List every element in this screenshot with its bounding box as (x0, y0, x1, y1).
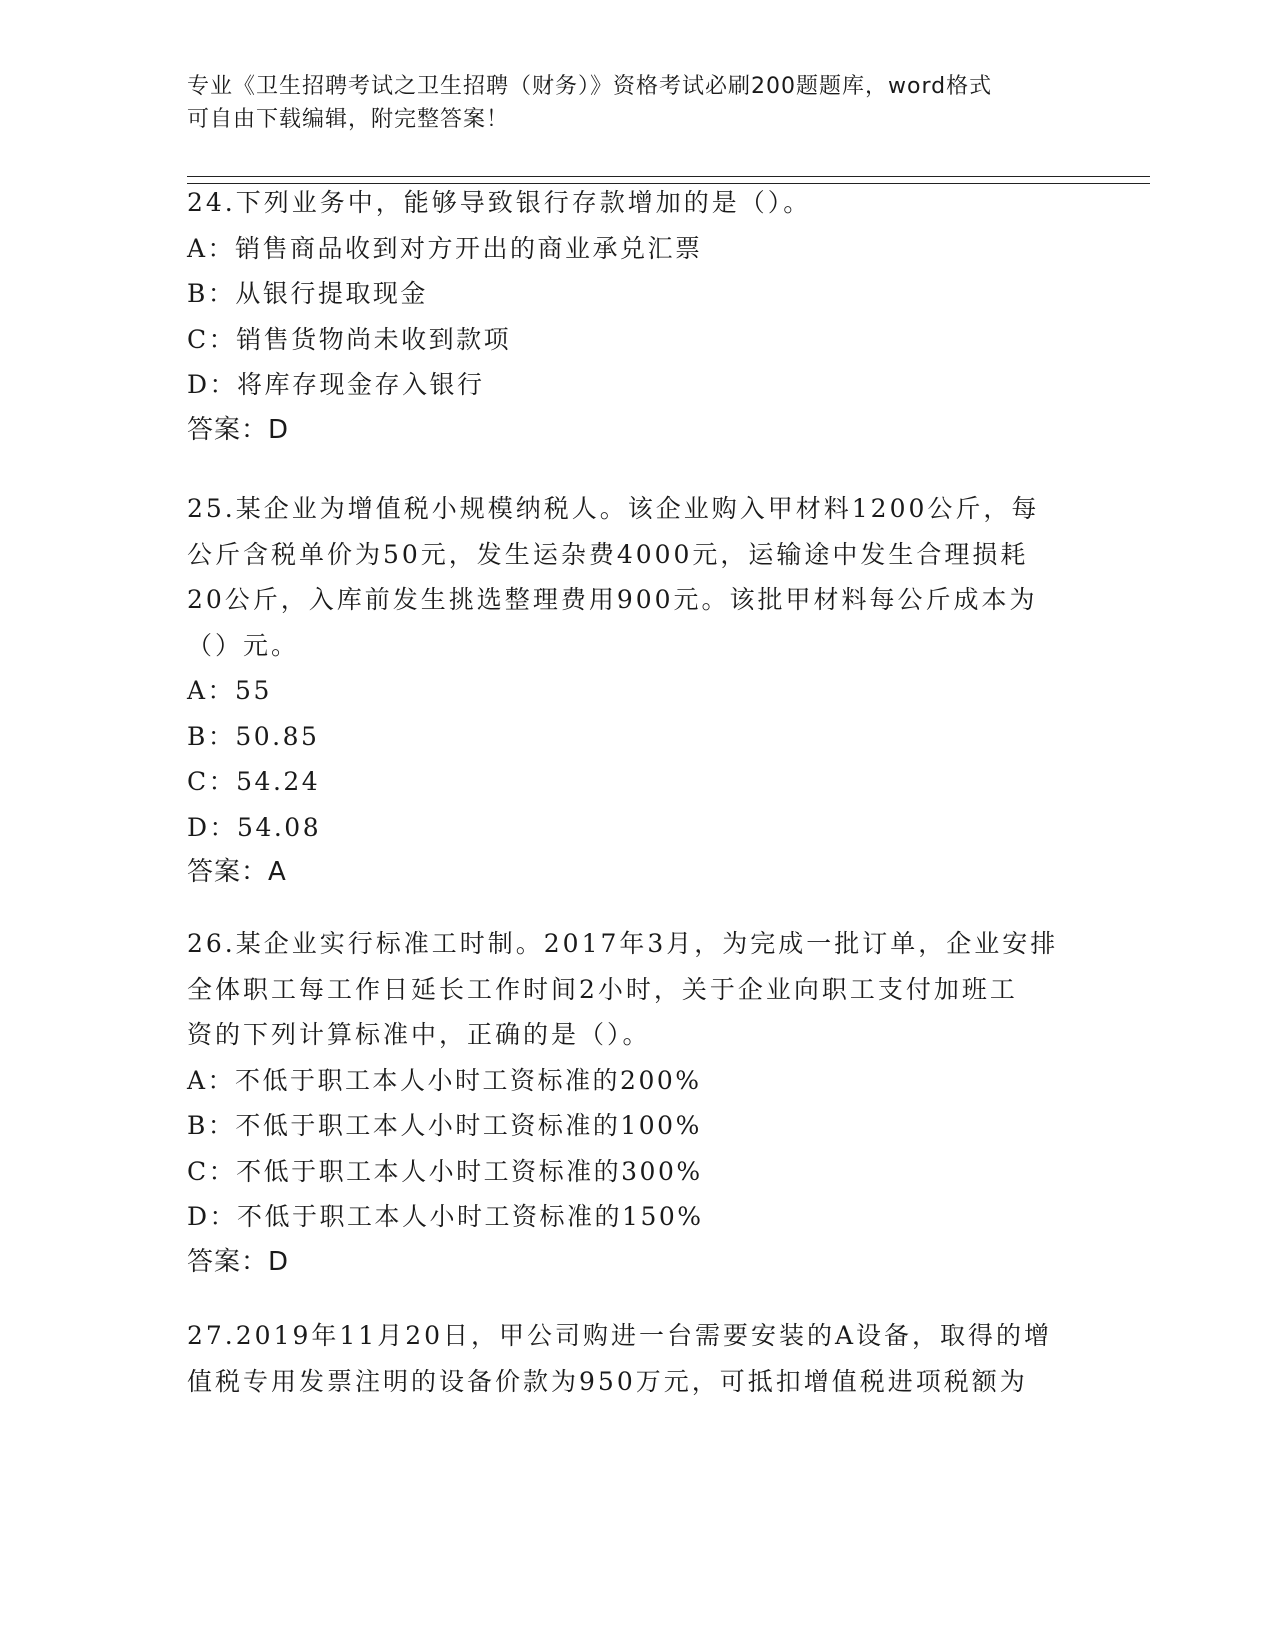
stem-line: 24.下列业务中，能够导致银行存款增加的是（）。 (187, 188, 812, 217)
stem-line: 全体职工每工作日延长工作时间2小时，关于企业向职工支付加班工 (187, 974, 1018, 1004)
question-24 (187, 180, 1087, 453)
stem-line: 27.2019年11月20日，甲公司购进一台需要安装的A设备，取得的增 (187, 1321, 1053, 1350)
question-27 (187, 1313, 1087, 1404)
stem-line: 值税专用发票注明的设备价款为950万元，可抵扣增值税进项税额为 (187, 1366, 1028, 1396)
option-a: A：不低于职工本人小时工资标准的200% (187, 1065, 702, 1095)
option-d: D：将库存现金存入银行 (187, 370, 485, 399)
stem-line: 公斤含税单价为50元，发生运杂费4000元，运输途中发生合理损耗 (187, 539, 1029, 569)
header-divider (187, 176, 1150, 177)
answer-label: 答案：D (187, 414, 290, 445)
option-b: B：不低于职工本人小时工资标准的100% (187, 1111, 702, 1140)
option-a: A：销售商品收到对方开出的商业承兑汇票 (187, 233, 703, 263)
question-stem (187, 180, 1087, 226)
question-stem (187, 486, 1087, 668)
question-stem (187, 1313, 1087, 1404)
header-line: 专业《卫生招聘考试之卫生招聘（财务）》资格考试必刷200题题库，word格式 (187, 74, 993, 99)
stem-line: 25.某企业为增值税小规模纳税人。该企业购入甲材料1200公斤，每 (187, 494, 1040, 523)
stem-line: （）元。 (187, 630, 300, 660)
option-d: D：54.08 (187, 812, 322, 842)
option-d: D：不低于职工本人小时工资标准的150% (187, 1202, 704, 1231)
header-line: 可自由下载编辑，附完整答案！ (187, 107, 510, 132)
stem-line: 资的下列计算标准中，正确的是（）。 (187, 1020, 651, 1049)
option-c: C：销售货物尚未收到款项 (187, 324, 512, 354)
question-25 (187, 486, 1087, 896)
option-c: C：54.24 (187, 767, 321, 796)
stem-line: 20公斤，入库前发生挑选整理费用900元。该批甲材料每公斤成本为 (187, 585, 1038, 614)
option-b: B：50.85 (187, 721, 320, 751)
option-c: C：不低于职工本人小时工资标准的300% (187, 1156, 703, 1186)
stem-line: 26.某企业实行标准工时制。2017年3月，为完成一批订单，企业安排 (187, 929, 1059, 958)
option-b: B：从银行提取现金 (187, 279, 428, 308)
option-a: A：55 (187, 676, 272, 705)
answer-label: 答案：D (187, 1246, 290, 1277)
document-header (187, 70, 1087, 136)
question-stem (187, 921, 1087, 1058)
answer-label: 答案：A (187, 857, 287, 887)
question-26 (187, 921, 1087, 1285)
